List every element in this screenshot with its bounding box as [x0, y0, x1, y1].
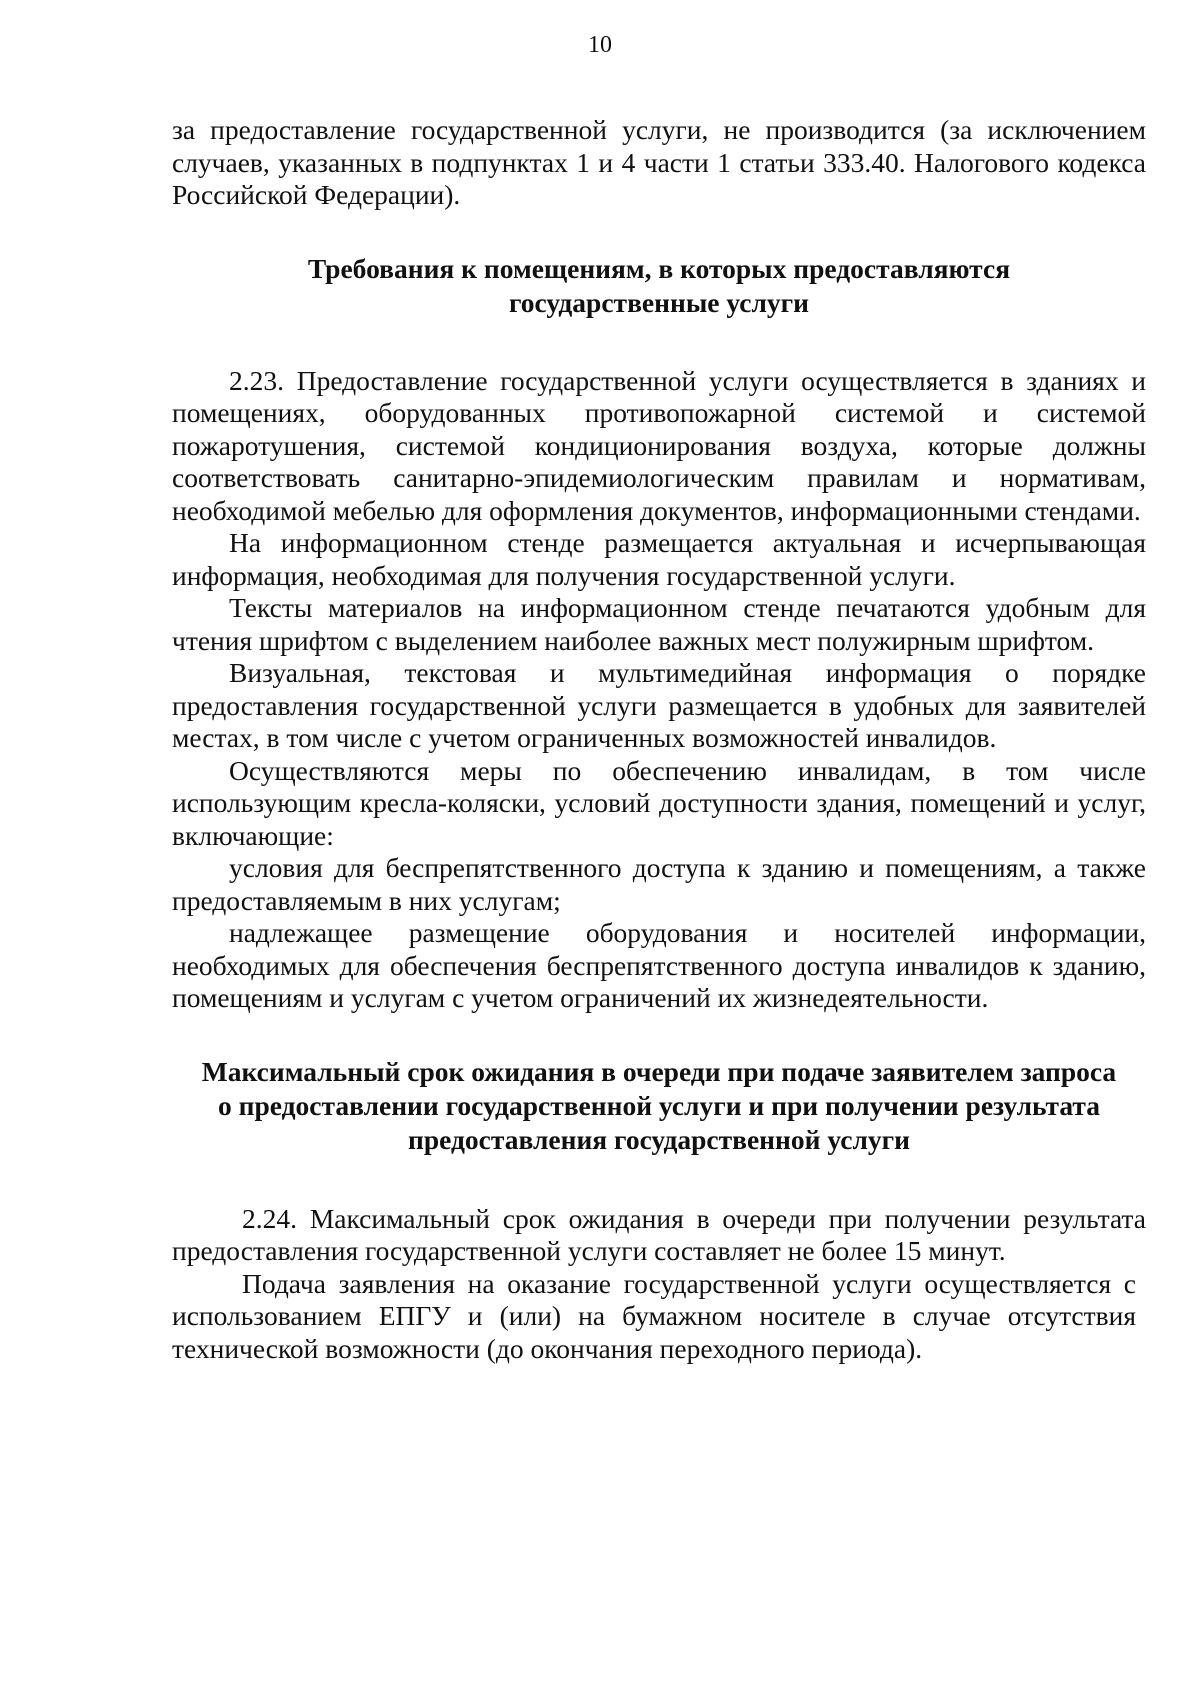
- paragraph-texts: Тексты материалов на информационном стенде печатаются удобным для чтения шрифтом с выделением наиболее важных мест полужирным шрифтом.: [172, 592, 1146, 656]
- heading-line: о предоставлении государственной услуги и при получении результата: [218, 1089, 1100, 1121]
- paragraph-fee-continuation: за предоставление государственной услуги, не производится (за исключением случаев, указанных в подпунктах 1 и 4 части 1 статьи 333.40. Налогового кодекса Российской Федерации).: [172, 114, 1146, 210]
- paragraph-2-24: 2.24. Максимальный срок ожидания в очереди при получении результата предоставления государственной услуги составляет не более 15 минут.: [172, 1202, 1146, 1266]
- heading-line: Требования к помещениям, в которых предоставляются: [307, 252, 1011, 284]
- paragraph-visual-info: Визуальная, текстовая и мультимедийная информация о порядке предоставления государственной услуги размещается в удобных для заявителей местах, в том числе с учетом ограниченных возможностей инвалидов.: [172, 657, 1146, 753]
- heading-line: предоставления государственной услуги: [408, 1123, 910, 1155]
- heading-line: Максимальный срок ожидания в очереди при подаче заявителем запроса: [201, 1055, 1117, 1087]
- section-heading-premises: [172, 252, 1146, 320]
- paragraph-equipment-placement: надлежащее размещение оборудования и носителей информации, необходимых для обеспечения беспрепятственного доступа инвалидов к зданию, помещениям и услугам с учетом ограничений их жизнедеятельности.: [172, 917, 1146, 1013]
- document-body: [172, 114, 1146, 1365]
- section-heading-waiting-time: [172, 1055, 1146, 1157]
- page-number: 10: [588, 32, 612, 58]
- paragraph-accessibility: Осуществляются меры по обеспечению инвалидам, в том числе использующим кресла-коляски, условий доступности здания, помещений и услуг, включающие:: [172, 754, 1146, 851]
- heading-line: государственные услуги: [508, 286, 809, 318]
- paragraph-info-stand: На информационном стенде размещается актуальная и исчерпывающая информация, необходимая для получения государственной услуги.: [172, 527, 1146, 591]
- paragraph-application-submission: Подача заявления на оказание государственной услуги осуществляется с использованием ЕПГУ и (или) на бумажном носителе в случае отсутствия технической возможности (до окончания переходного периода).: [172, 1267, 1136, 1364]
- paragraph-2-23: 2.23. Предоставление государственной услуги осуществляется в зданиях и помещениях, оборудованных противопожарной системой и системой пожаротушения, системой кондиционирования воздуха, которые должны соответствовать санитарно-эпидемиологическим правилам и нормативам, необходимой мебелью для оформления документов, информационными стендами.: [172, 364, 1146, 526]
- paragraph-access-conditions: условия для беспрепятственного доступа к зданию и помещениям, а также предоставляемым в них услугам;: [172, 852, 1146, 916]
